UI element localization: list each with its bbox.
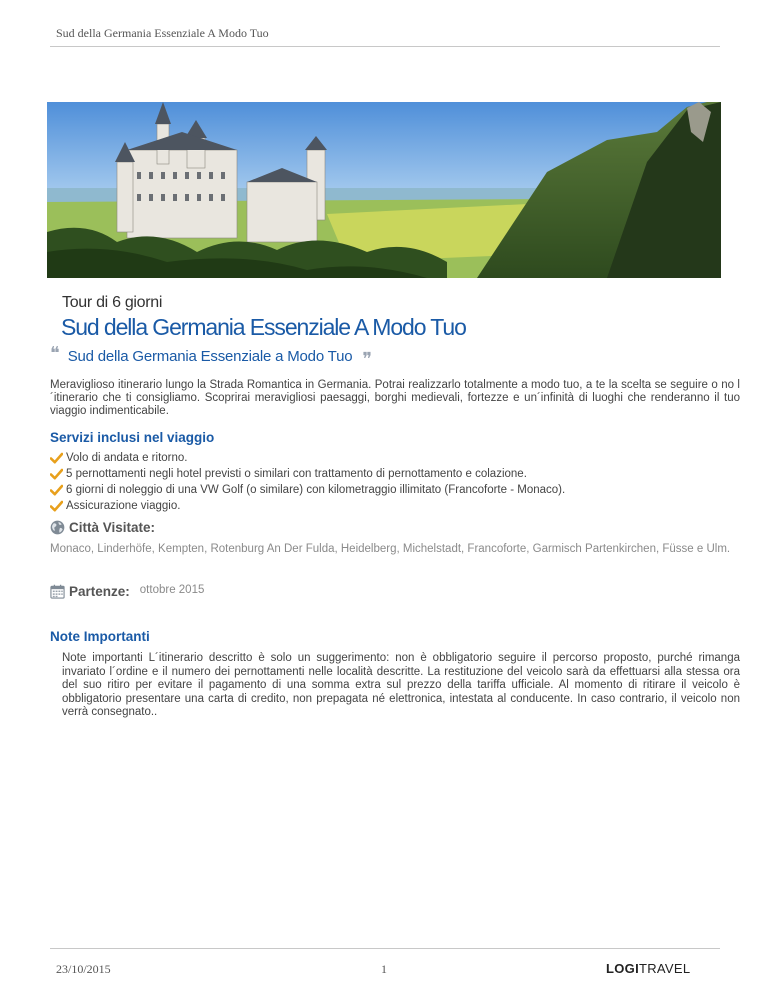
- check-icon: [50, 500, 63, 512]
- footer-divider: [50, 948, 720, 949]
- service-text: Assicurazione viaggio.: [66, 500, 181, 512]
- services-list: [50, 450, 565, 514]
- globe-icon: [50, 520, 65, 535]
- check-icon: [50, 484, 63, 496]
- list-item: [50, 482, 565, 498]
- header-title: Sud della Germania Essenziale A Modo Tuo: [56, 26, 269, 40]
- service-text: 6 giorni di noleggio di una VW Golf (o similare) con kilometraggio illimitato (Francoforte - Monaco).: [66, 484, 566, 496]
- cities-heading: [50, 520, 155, 535]
- open-quote-icon: ❝: [50, 343, 60, 364]
- cities-label: Città Visitate:: [69, 520, 156, 535]
- list-item: [50, 450, 565, 466]
- tour-description: Meraviglioso itinerario lungo la Strada Romantica in Germania. Potrai realizzarlo totalmente a modo tuo, a te la scelta se seguire o no l´itinerario che ti consigliamo. Scoprirai meravigliosi paesaggi, borghi medievali, fortezze e un´infinità di luoghi che renderanno il tuo viaggio indimenticabile.: [50, 379, 740, 417]
- notes-text: Note importanti L´itinerario descritto è solo un suggerimento: non è obbligatorio seguire il percorso proposto, purché rimanga invariato l´ordine e il numero dei pernottamenti nelle località descritte. La restituzione del veicolo sarà da effettuarsi alla stessa ora del suo ritiro per evitare il pagamento di una somma extra sul prezzo della tariffa ufficiale. Al momento di ritirare il veicolo è obbligatorio presentare una carta di credito, non prepagata né elettronica, intestata al conducente. In caso contrario, il veicolo non verrà consegnato..: [62, 652, 740, 718]
- check-icon: [50, 468, 63, 480]
- page-title: Sud della Germania Essenziale A Modo Tuo: [61, 314, 466, 340]
- check-icon: [50, 452, 63, 464]
- service-text: 5 pernottamenti negli hotel previsti o similari con trattamento di pernottamento e colazione.: [66, 468, 527, 480]
- departures: [50, 584, 204, 599]
- tour-quote: [50, 343, 373, 370]
- logo-light: TRAVEL: [638, 961, 691, 976]
- notes-heading: Note Importanti: [50, 629, 150, 644]
- tour-duration: Tour di 6 giorni: [62, 294, 163, 311]
- list-item: [50, 498, 565, 514]
- departures-label: Partenze:: [69, 584, 130, 599]
- services-heading: Servizi inclusi nel viaggio: [50, 430, 215, 445]
- service-text: Volo di andata e ritorno.: [66, 452, 188, 464]
- logitravel-logo: [606, 961, 690, 976]
- logo-bold: LOGI: [606, 961, 639, 976]
- departures-value: ottobre 2015: [139, 583, 205, 596]
- header-divider: [50, 46, 720, 47]
- hero-image: [47, 102, 721, 278]
- close-quote-icon: ❞: [362, 349, 373, 370]
- cities-list: Monaco, Linderhöfe, Kempten, Rotenburg An Der Fulda, Heidelberg, Michelstadt, Francoforte, Garmisch Partenkirchen, Füsse e Ulm.: [50, 543, 731, 555]
- list-item: [50, 466, 565, 482]
- footer-date: 23/10/2015: [56, 962, 111, 976]
- page-number: 1: [381, 962, 387, 976]
- calendar-icon: [50, 584, 65, 599]
- quote-text: Sud della Germania Essenziale a Modo Tuo: [67, 347, 353, 365]
